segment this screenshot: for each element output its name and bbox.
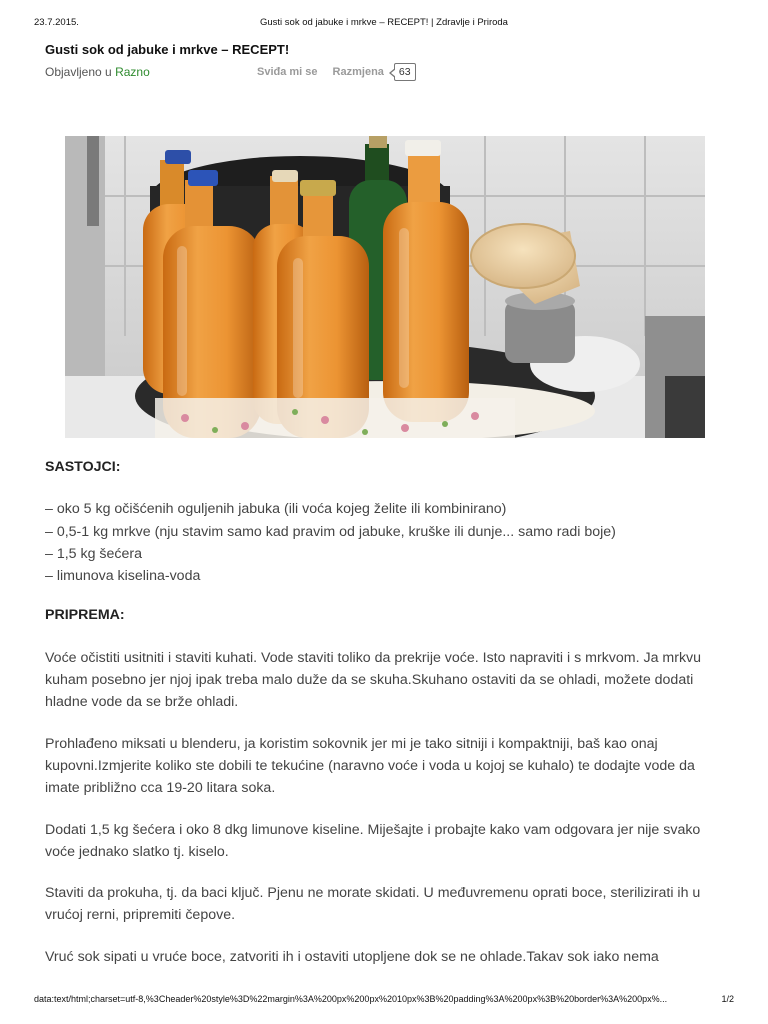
page-number: 1/2 [721, 994, 734, 1004]
print-header [0, 17, 768, 31]
like-button[interactable]: Sviđa mi se [257, 66, 318, 78]
ingredient-item: – 1,5 kg šećera [45, 545, 143, 562]
article-title: Gusti sok od jabuke i mrkve – RECEPT! [45, 42, 290, 57]
share-button[interactable]: Razmjena [332, 66, 384, 78]
article-meta [45, 65, 725, 83]
preparation-heading: PRIPREMA: [45, 607, 125, 624]
social-bar [257, 63, 416, 81]
ingredient-item: – 0,5-1 kg mrkve (nju stavim samo kad pravim od jabuke, kruške ili dunje... samo radi boje) [45, 523, 616, 540]
share-count-badge: 63 [394, 63, 416, 81]
preparation-paragraph: Voće očistiti usitniti i staviti kuhati. Vode staviti toliko da prekrije voće. Isto napraviti i s mrkvom. Ja mrkvu kuham posebno jer njoj ipak treba malo duže da se skuha.Skuhano ostaviti da se ohladi, možete dodati hladne vode da se brže ohladi. [45, 649, 702, 711]
print-date: 23.7.2015. [34, 17, 79, 28]
ingredients-heading: SASTOJCI: [45, 459, 121, 475]
published-label: Objavljeno u [45, 65, 112, 79]
ingredient-item: – limunova kiselina-voda [45, 568, 201, 585]
article-photo-juice-bottles [65, 136, 705, 438]
print-url: data:text/html;charset=utf-8,%3Cheader%20style%3D%22margin%3A%200px%200px%2010px%3B%20padding%3A%200px%3B%20border%3A%200px%... [34, 994, 668, 1004]
ingredient-item: – oko 5 kg očišćenih oguljenih jabuka (ili voća kojeg želite ili kombinirano) [45, 501, 507, 518]
print-footer [0, 994, 768, 1008]
preparation-paragraph: Staviti da prokuha, tj. da baci ključ. Pjenu ne morate skidati. U međuvremenu oprati boce, sterilizirati ih u vrućoj rerni, pripremiti čepove. [45, 885, 701, 924]
print-document-title: Gusti sok od jabuke i mrkve – RECEPT! | Zdravlje i Priroda [260, 17, 508, 28]
preparation-paragraph: Prohlađeno miksati u blenderu, ja koristim sokovnik jer mi je tako sitniji i kompaktniji, baš kao onaj kupovni.Izmjerite koliko ste dobili te tekućine (naravno voće i voda u kojoj se kuhalo) te dodajte vode da imate približno cca 19-20 litara soka. [45, 735, 695, 797]
article-body [45, 456, 725, 987]
ingredients-list [45, 498, 725, 587]
preparation-paragraph: Vruć sok sipati u vruće boce, zatvoriti ih i ostaviti utopljene dok se ne ohlade.Takav sok iako nema [45, 948, 659, 965]
preparation-paragraph: Dodati 1,5 kg šećera i oko 8 dkg limunove kiseline. Miješajte i probajte kako vam odgovara jer nije svako voće jednako slatko tj. kiselo. [45, 821, 701, 860]
category-link[interactable]: Razno [115, 65, 150, 79]
